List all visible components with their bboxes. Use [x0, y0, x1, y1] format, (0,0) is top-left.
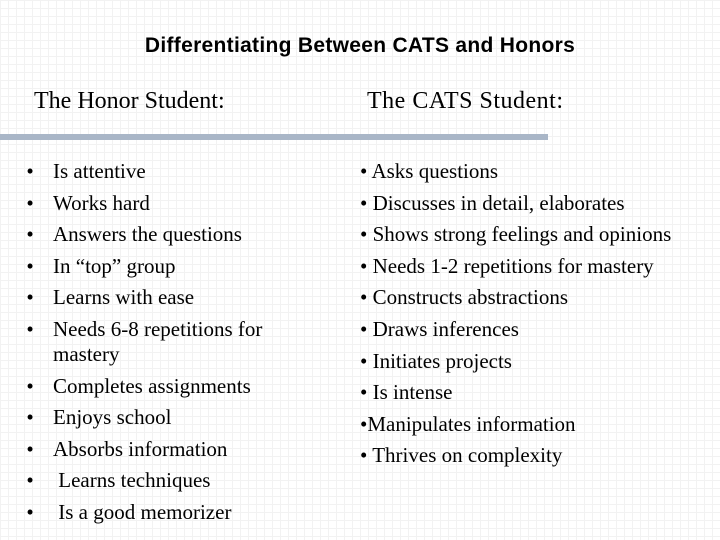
honor-student-list [22, 159, 322, 532]
list-item-text: • Is intense [360, 380, 453, 405]
list-item-text: Absorbs information [53, 436, 228, 461]
list-item [22, 317, 322, 367]
bullet: • [26, 253, 34, 278]
heading-divider [0, 134, 548, 140]
bullet: • [26, 222, 34, 247]
list-item-text: • Needs 1-2 repetitions for mastery [360, 253, 654, 278]
list-item [360, 317, 705, 342]
list-item-text: •Manipulates information [360, 411, 576, 436]
bullet: • [26, 190, 34, 215]
list-item [22, 159, 322, 184]
list-item-text: • Discusses in detail, elaborates [360, 190, 625, 215]
list-item [360, 380, 705, 405]
list-item [22, 437, 322, 462]
list-item [360, 191, 705, 216]
list-item-text: Answers the questions [53, 222, 242, 247]
list-item-text: Is attentive [53, 159, 146, 183]
list-item-text: Learns techniques [53, 468, 211, 493]
bullet: • [26, 436, 34, 461]
list-item-text: • Draws inferences [360, 316, 519, 341]
list-item-text: Is a good memorizer [53, 499, 232, 524]
list-item [22, 374, 322, 399]
bullet: • [26, 316, 34, 341]
honor-student-heading: The Honor Student: [34, 88, 225, 114]
list-item-text: In “top” group [53, 253, 176, 278]
list-item-text: Learns with ease [53, 285, 195, 310]
list-item-text: • Thrives on complexity [360, 443, 563, 468]
list-item-text: Enjoys school [53, 405, 172, 430]
list-item [360, 412, 705, 437]
list-item-text: Needs 6-8 repetitions for mastery [53, 316, 263, 366]
list-item [22, 254, 322, 279]
list-item-text: • Shows strong feelings and opinions [360, 222, 672, 247]
list-item-text: • Initiates projects [360, 348, 512, 373]
cats-student-heading: The CATS Student: [367, 88, 564, 114]
list-item [360, 285, 705, 310]
bullet: • [26, 405, 34, 430]
list-item [22, 500, 322, 525]
bullet: • [26, 373, 34, 398]
list-item [22, 191, 322, 216]
cats-student-list [360, 159, 705, 475]
list-item [360, 443, 705, 468]
bullet: • [26, 159, 34, 183]
list-item-text: Completes assignments [53, 373, 251, 398]
slide-title: Differentiating Between CATS and Honors [144, 34, 576, 57]
list-item [22, 468, 322, 493]
list-item [360, 159, 705, 184]
list-item [360, 349, 705, 374]
list-item [22, 405, 322, 430]
list-item [22, 222, 322, 247]
bullet: • [26, 285, 34, 310]
list-item [22, 285, 322, 310]
list-item-text: • Asks questions [360, 159, 499, 183]
list-item [360, 254, 705, 279]
list-item [360, 222, 705, 247]
list-item-text: • Constructs abstractions [360, 285, 568, 310]
bullet: • [26, 468, 34, 493]
bullet: • [26, 499, 34, 524]
list-item-text: Works hard [53, 190, 150, 215]
